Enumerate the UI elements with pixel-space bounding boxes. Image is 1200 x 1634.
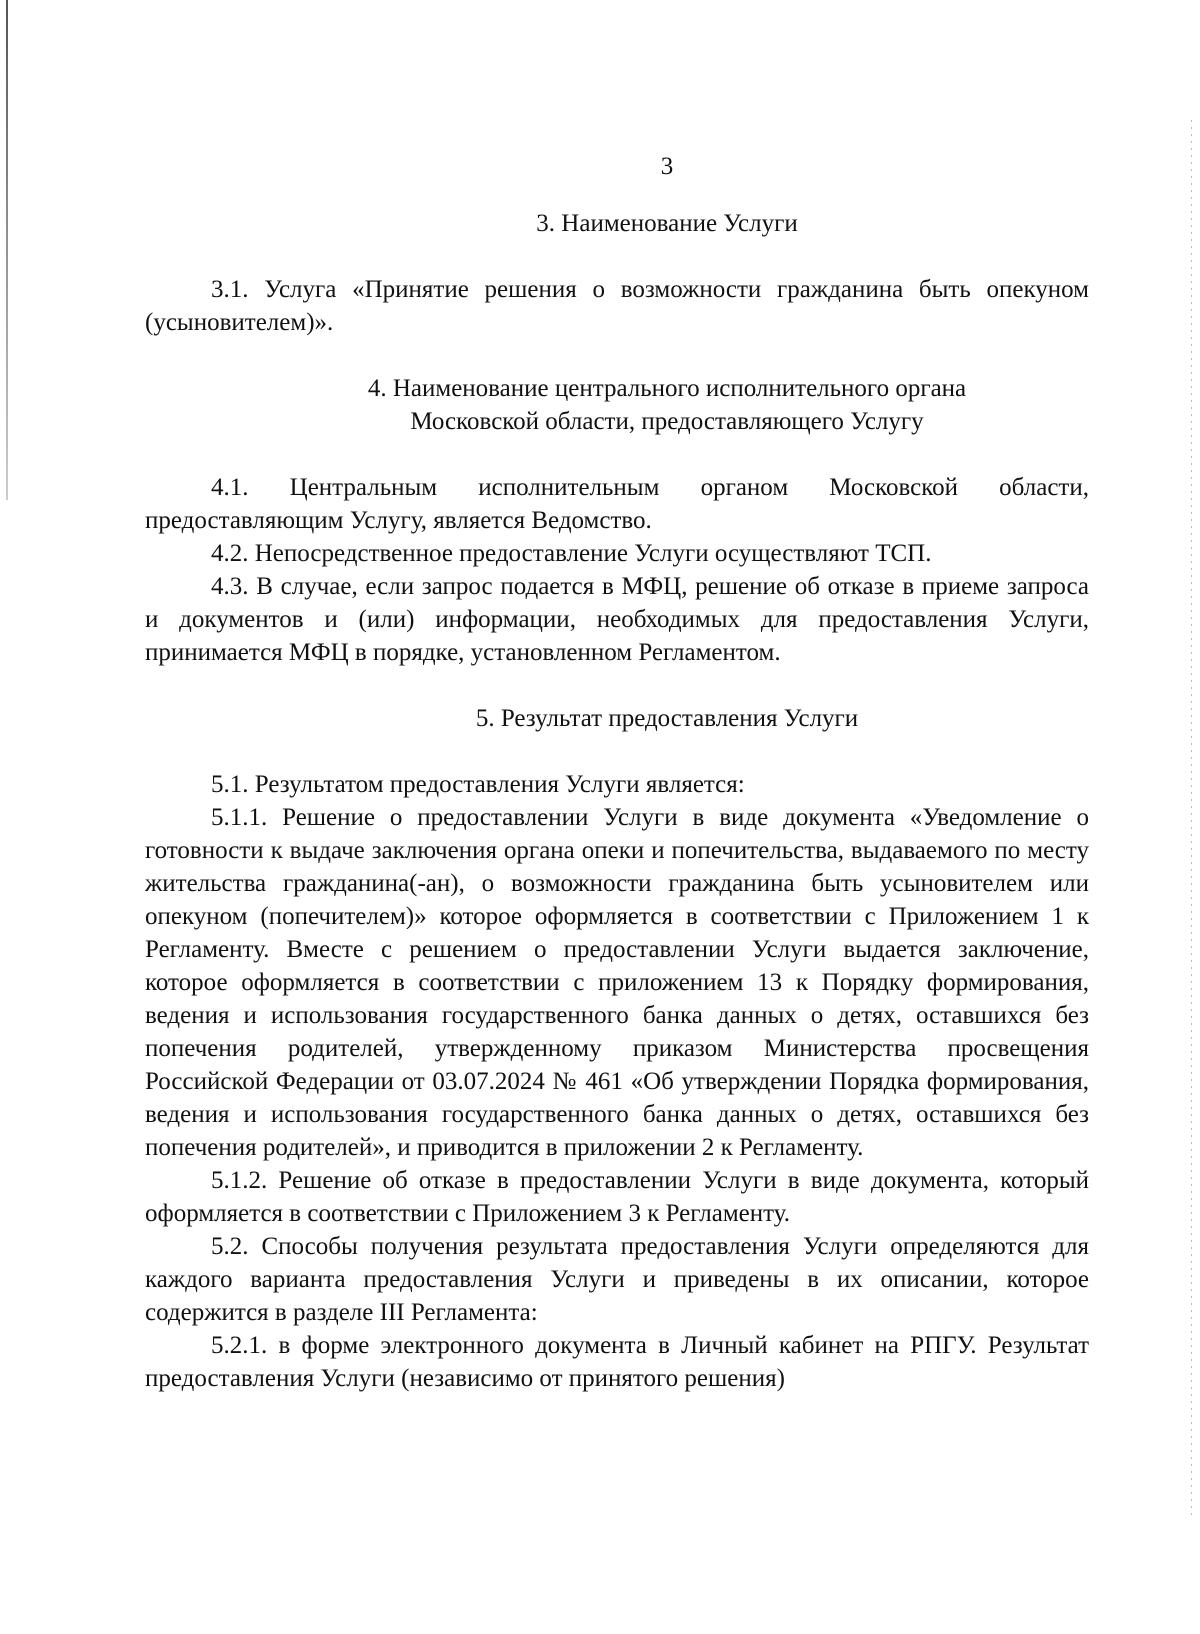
paragraph-4-3: 4.3. В случае, если запрос подается в МФЦ, решение об отказе в приеме запроса и документов и (или) информации, необходимых для предоставления Услуги, принимается МФЦ в порядке, установленном Регламентом.	[145, 573, 1089, 666]
paragraph-5-2-1: 5.2.1. в форме электронного документа в Личный кабинет на РПГУ. Результат предоставления Услуги (независимо от принятого решения)	[145, 1332, 1089, 1392]
paragraph-3-1: 3.1. Услуга «Принятие решения о возможности гражданина быть опекуном (усыновителем)».	[145, 276, 1089, 336]
section-heading-5	[145, 702, 1089, 735]
heading-line: Московской области, предоставляющего Услугу	[410, 408, 924, 435]
section-heading-4	[145, 372, 1089, 438]
paragraph-4-2: 4.2. Непосредственное предоставление Услуги осуществляют ТСП.	[211, 540, 932, 567]
heading-line: 4. Наименование центрального исполнительного органа	[367, 375, 967, 402]
document-body	[145, 150, 1089, 1395]
paragraph-5-1: 5.1. Результатом предоставления Услуги является:	[211, 771, 745, 798]
section-heading-3	[145, 207, 1089, 240]
heading-line: 3. Наименование Услуги	[536, 210, 798, 237]
paragraph-5-1-2: 5.1.2. Решение об отказе в предоставлении Услуги в виде документа, который оформляется в соответствии с Приложением 3 к Регламенту.	[145, 1167, 1089, 1227]
heading-line: 5. Результат предоставления Услуги	[475, 705, 859, 732]
paragraph-5-1-1: 5.1.1. Решение о предоставлении Услуги в виде документа «Уведомление о готовности к выдаче заключения органа опеки и попечительства, выдаваемого по месту жительства гражданина(-ан), о возможности гражданина быть усыновителем или опекуном (попечителем)» которое оформляется в соответствии с Приложением 1 к Регламенту. Вместе с решением о предоставлении Услуги выдается заключение, которое оформляется в соответствии с приложением 13 к Порядку формирования, ведения и использования государственного банка данных о детях, оставшихся без попечения родителей, утвержденному приказом Министерства просвещения Российской Федерации от 03.07.2024 № 461 «Об утверждении Порядка формирования, ведения и использования государственного банка данных о детях, оставшихся без попечения родителей», и приводится в приложении 2 к Регламенту.	[145, 804, 1089, 1161]
scan-edge-left	[6, 0, 8, 500]
paragraph-4-1: 4.1. Центральным исполнительным органом Московской области, предоставляющим Услугу, является Ведомство.	[145, 474, 1089, 534]
paragraph-5-2: 5.2. Способы получения результата предоставления Услуги определяются для каждого варианта предоставления Услуги и приведены в их описании, которое содержится в разделе III Регламента:	[145, 1233, 1089, 1326]
scan-edge-right	[1191, 120, 1192, 1520]
page-number: 3	[660, 153, 674, 180]
